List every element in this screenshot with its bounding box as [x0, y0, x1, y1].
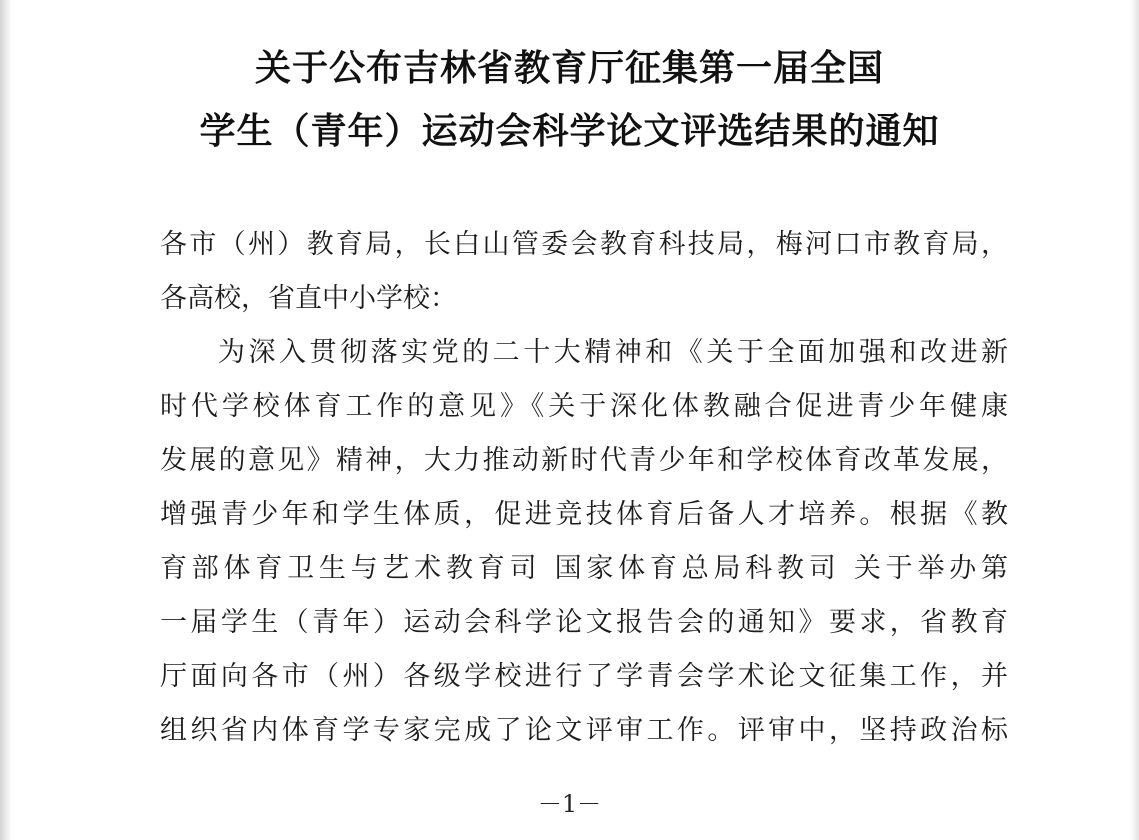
body-line-4: 时代学校体育工作的意见》《关于深化体教融合促进青少年健康: [160, 391, 1008, 422]
body-line-9: 厅面向各市（州）各级学校进行了学青会学术论文征集工作，并: [160, 661, 1008, 692]
body-line-8: 一届学生（青年）运动会科学论文报告会的通知》要求，省教育: [160, 607, 1008, 638]
body-line-3: 为深入贯彻落实党的二十大精神和《关于全面加强和改进新: [218, 337, 1008, 368]
body-line-10: 组织省内体育学专家完成了论文评审工作。评审中，坚持政治标: [160, 715, 1008, 746]
body-line-5: 发展的意见》精神，大力推动新时代青少年和学校体育改革发展，: [160, 445, 1008, 476]
body-line-6: 增强青少年和学生体质，促进竞技体育后备人才培养。根据《教: [160, 499, 1008, 530]
page-number: －1－: [537, 790, 602, 818]
body-line-7: 育部体育卫生与艺术教育司 国家体育总局科教司 关于举办第: [160, 553, 1008, 584]
document-title-line-2: 学生（青年）运动会科学论文评选结果的通知: [199, 111, 940, 152]
document-title-line-1: 关于公布吉林省教育厅征集第一届全国: [254, 48, 884, 89]
body-line-2: 各高校，省直中小学校：: [160, 283, 457, 314]
body-line-1: 各市（州）教育局，长白山管委会教育科技局，梅河口市教育局，: [160, 229, 1008, 260]
